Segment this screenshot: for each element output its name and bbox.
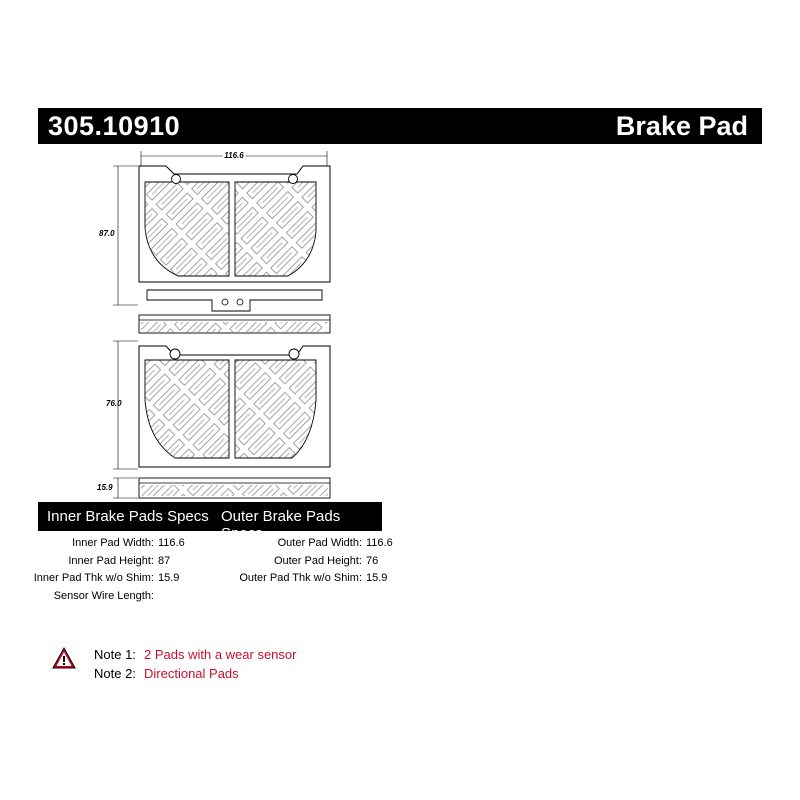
spec-value: 76: [366, 554, 379, 567]
spec-value: 15.9: [158, 572, 180, 584]
outer-pad: [139, 346, 330, 467]
thickness-dimension: [97, 478, 138, 498]
inner-height-dimension: [99, 166, 138, 305]
inner-specs-heading: Inner Brake Pads Specs: [47, 508, 209, 525]
note-2: [94, 666, 239, 681]
spec-label: Inner Pad Width:: [72, 537, 154, 549]
note-1: [94, 647, 297, 662]
spec-label: Outer Pad Height:: [273, 554, 362, 567]
inner-height-label: 87.0: [99, 229, 115, 238]
spec-value: 116.6: [366, 537, 393, 549]
outer-height-dimension: [106, 341, 138, 469]
warning-triangle-icon: [52, 647, 76, 669]
thickness-label: 15.9: [97, 483, 113, 492]
outer-specs-heading: Outer Brake Pads Specs: [221, 508, 341, 542]
note-text: Directional Pads: [144, 666, 239, 681]
spec-label: Inner Pad Height:: [68, 554, 154, 567]
note-text: 2 Pads with a wear sensor: [144, 647, 297, 662]
inner-width-dimension: [141, 151, 327, 166]
inner-spec-labels: [33, 535, 154, 605]
inner-spec-values: [154, 535, 214, 605]
product-type: Brake Pad: [615, 111, 748, 141]
spec-label: Outer Pad Width:: [277, 537, 362, 549]
inner-pad: [139, 166, 330, 311]
spec-label: Inner Pad Thk w/o Shim:: [33, 572, 154, 584]
note-label: Note 1:: [94, 647, 136, 662]
outer-pad-profile: [139, 478, 330, 498]
spec-label: Sensor Wire Length:: [53, 589, 154, 602]
spec-value: 15.9: [366, 572, 388, 584]
spec-label: Outer Pad Thk w/o Shim:: [239, 572, 362, 584]
inner-width-label: 116.6: [224, 151, 244, 160]
specs-header: [38, 502, 382, 542]
outer-spec-values: [362, 535, 422, 588]
part-number: 305.10910: [48, 111, 181, 141]
spec-value: 116.6: [158, 537, 185, 549]
outer-height-label: 76.0: [106, 399, 122, 408]
inner-pad-profile: [139, 315, 330, 333]
outer-spec-labels: [210, 535, 362, 588]
note-label: Note 2:: [94, 666, 136, 681]
spec-value: 87: [158, 554, 171, 567]
